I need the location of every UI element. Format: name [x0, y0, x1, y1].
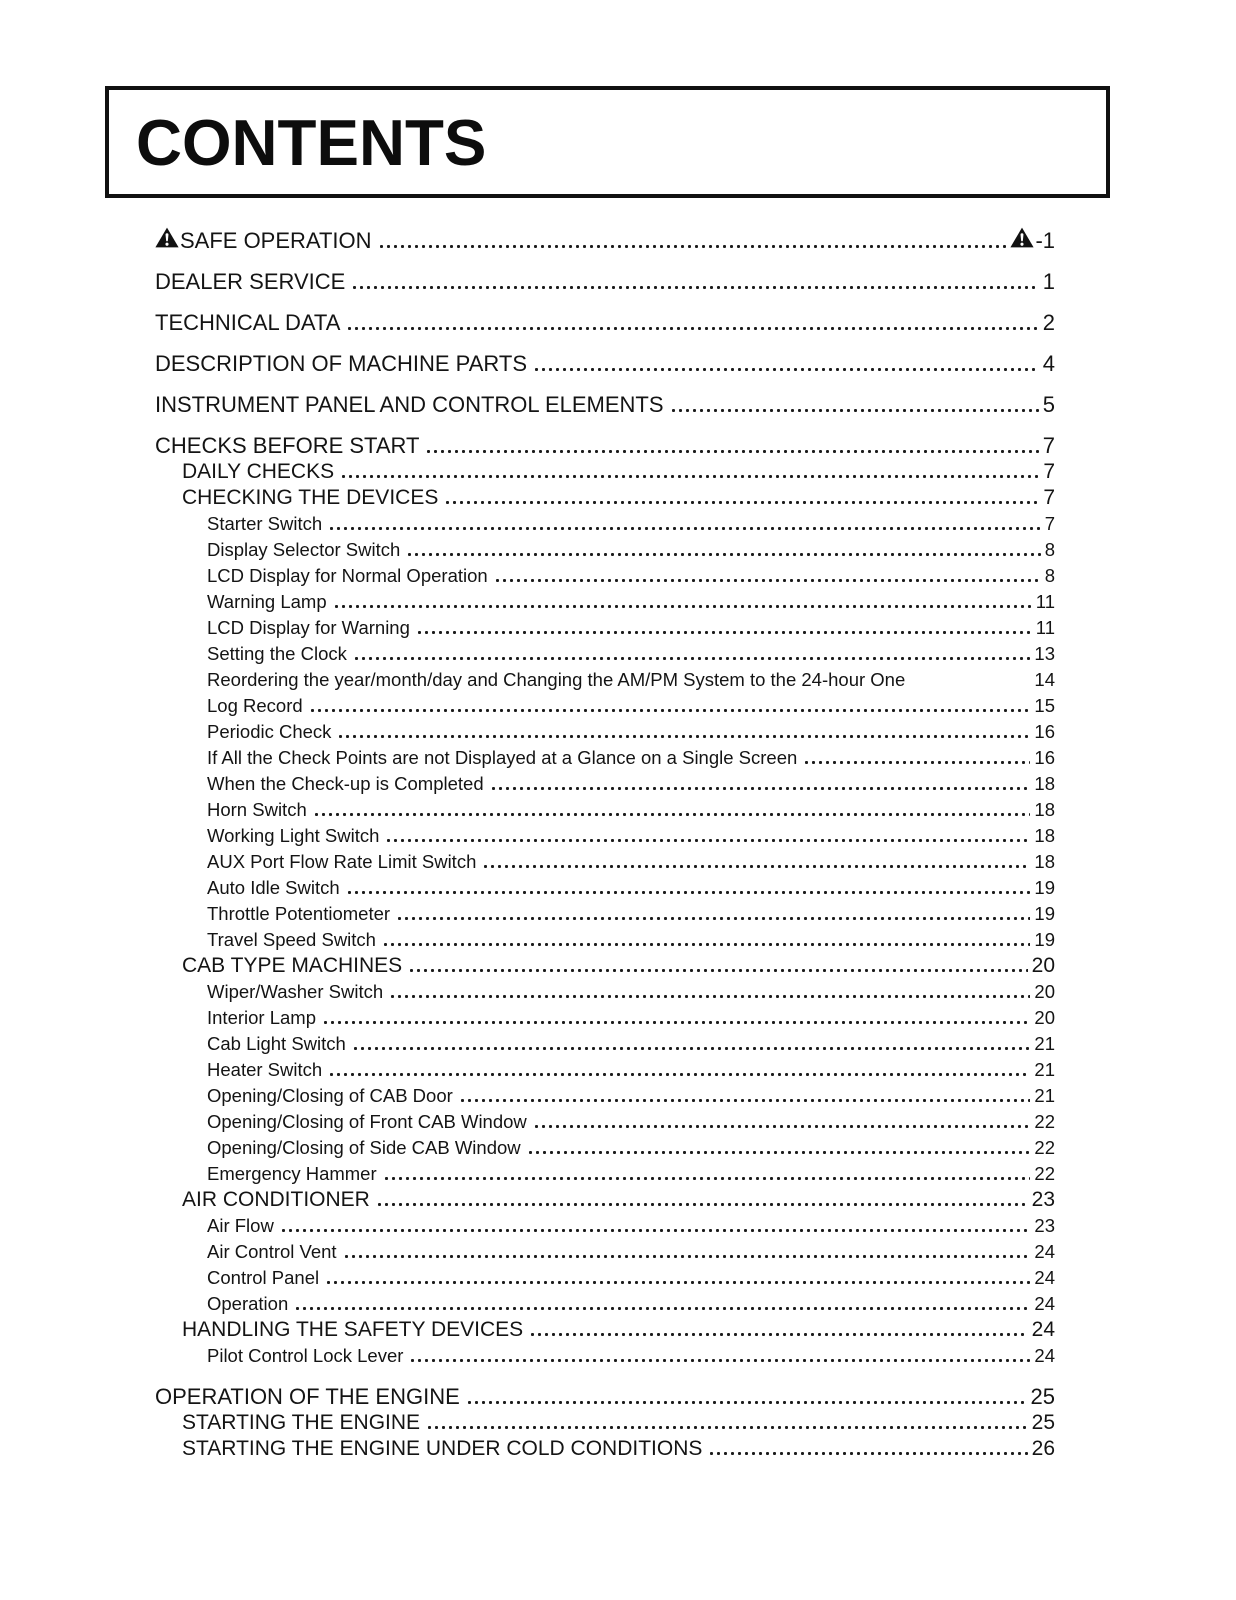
toc-entry	[155, 1265, 1055, 1291]
toc-entry-page-number: 5	[1042, 392, 1055, 417]
toc-entry-title	[207, 745, 797, 771]
toc-entry-label: Log Record	[207, 695, 303, 716]
toc-entry	[155, 310, 1055, 336]
toc-entry-page-number: 22	[1034, 1137, 1055, 1158]
toc-entry-title	[207, 589, 327, 615]
toc-entry	[155, 1291, 1055, 1317]
dot-leader	[352, 1047, 1031, 1050]
toc-entry-page	[1043, 310, 1055, 336]
toc-entry-title	[155, 1384, 460, 1410]
toc-entry-title	[207, 1343, 403, 1369]
toc-entry	[155, 537, 1055, 563]
toc-entry-page	[1031, 1384, 1055, 1410]
toc-entry-page	[1034, 1109, 1055, 1135]
toc-entry-label: DESCRIPTION OF MACHINE PARTS	[155, 351, 528, 376]
toc-entry-label: HANDLING THE SAFETY DEVICES	[182, 1318, 524, 1341]
toc-entry-page	[1034, 823, 1055, 849]
toc-entry-page-number: 25	[1030, 1384, 1055, 1409]
toc-entry-title	[182, 1317, 523, 1343]
toc-entry-page-number: 19	[1034, 877, 1055, 898]
toc-entry-title	[207, 1083, 453, 1109]
toc-entry-page	[1045, 537, 1055, 563]
dot-leader	[333, 605, 1032, 608]
toc-entry-title	[155, 392, 664, 418]
toc-entry-label: Operation	[207, 1293, 289, 1314]
toc-entry-label: STARTING THE ENGINE UNDER COLD CONDITIONS	[182, 1437, 703, 1460]
warning-icon	[1010, 227, 1034, 248]
toc-entry-page	[1034, 771, 1055, 797]
dot-leader	[533, 368, 1039, 371]
toc-entry-label: If All the Check Points are not Displayed at a Glance on a Single Screen	[207, 747, 798, 768]
toc-entry-page	[1032, 1436, 1055, 1462]
toc-entry-label: DEALER SERVICE	[155, 269, 346, 294]
toc-entry-label: Setting the Clock	[207, 643, 347, 664]
dot-leader	[322, 1021, 1030, 1024]
toc-entry-page	[1043, 269, 1055, 295]
toc-entry-title	[155, 351, 527, 377]
toc-entry-title	[207, 563, 488, 589]
toc-entry-page-number: 18	[1034, 851, 1055, 872]
toc-entry-page	[1034, 875, 1055, 901]
toc-entry-page	[1034, 1057, 1055, 1083]
toc-entry	[155, 392, 1055, 418]
toc-entry-page-number: 15	[1034, 695, 1055, 716]
toc-entry-title	[207, 875, 340, 901]
toc-entry-title	[182, 1410, 420, 1436]
toc-entry-label: LCD Display for Normal Operation	[207, 565, 488, 586]
toc-entry	[155, 745, 1055, 771]
dot-leader	[444, 501, 1039, 504]
toc-entry-label: Heater Switch	[207, 1059, 323, 1080]
toc-entry-page-number: 16	[1034, 721, 1055, 742]
dot-leader	[529, 1333, 1028, 1336]
toc-entry	[155, 1239, 1055, 1265]
toc-entry-page-number: 18	[1034, 799, 1055, 820]
toc-entry-page	[1034, 797, 1055, 823]
toc-entry-page-number: 20	[1034, 981, 1055, 1002]
toc-entry-title	[155, 227, 372, 254]
toc-entry-title	[155, 269, 345, 295]
toc-entry-label: TECHNICAL DATA	[155, 310, 341, 335]
toc-entry	[155, 1317, 1055, 1343]
toc-entry-title	[207, 641, 347, 667]
toc-entry	[155, 849, 1055, 875]
toc-entry-label: Display Selector Switch	[207, 539, 401, 560]
dot-leader	[406, 553, 1040, 556]
toc-entry-page	[1043, 433, 1055, 459]
toc-entry-page	[1034, 719, 1055, 745]
toc-entry-label: Opening/Closing of Front CAB Window	[207, 1111, 527, 1132]
toc-entry-title	[207, 615, 410, 641]
toc-entry	[155, 1109, 1055, 1135]
dot-leader	[466, 1401, 1027, 1404]
toc-entry-label: Opening/Closing of CAB Door	[207, 1085, 453, 1106]
dot-leader	[346, 327, 1038, 330]
toc-entry-page	[1036, 615, 1055, 641]
toc-entry-label: AIR CONDITIONER	[182, 1188, 370, 1211]
toc-entry-page-number: 7	[1042, 433, 1055, 458]
toc-entry-label: Air Control Vent	[207, 1241, 337, 1262]
toc-entry-page	[1034, 1135, 1055, 1161]
toc-entry-title	[207, 511, 322, 537]
toc-entry-page-number: 11	[1035, 617, 1055, 638]
toc-entry	[155, 485, 1055, 511]
dot-leader	[803, 761, 1030, 764]
toc-entry-title	[207, 667, 905, 693]
toc-entry-page-number: 21	[1034, 1059, 1055, 1080]
toc-entry	[155, 563, 1055, 589]
dot-leader	[482, 865, 1030, 868]
toc-entry-page-number: 19	[1034, 929, 1055, 950]
toc-entry-label: Horn Switch	[207, 799, 307, 820]
toc-entry-page	[1043, 459, 1055, 485]
toc-entry-page	[1034, 849, 1055, 875]
toc-entry-page-number: 22	[1034, 1163, 1055, 1184]
toc-list	[155, 212, 1055, 1462]
toc-entry-page-number: 11	[1035, 591, 1055, 612]
toc-entry-title	[207, 771, 484, 797]
dot-leader	[494, 579, 1041, 582]
toc-entry-page-number: 24	[1034, 1293, 1055, 1314]
dot-leader	[280, 1229, 1031, 1232]
toc-entry	[155, 797, 1055, 823]
toc-entry-title	[207, 1265, 319, 1291]
toc-entry	[155, 1083, 1055, 1109]
toc-entry-label: AUX Port Flow Rate Limit Switch	[207, 851, 477, 872]
dot-leader	[396, 917, 1030, 920]
toc-entry-label: Pilot Control Lock Lever	[207, 1345, 404, 1366]
toc-entry-title	[207, 927, 376, 953]
toc-entry-label: When the Check-up is Completed	[207, 773, 484, 794]
toc-entry-page	[1043, 485, 1055, 511]
toc-entry-title	[207, 1135, 521, 1161]
toc-entry-title	[207, 1213, 274, 1239]
toc-entry-page-number: 20	[1031, 954, 1055, 977]
dot-leader	[346, 891, 1031, 894]
toc-entry-page-number: 22	[1034, 1111, 1055, 1132]
toc-entry	[155, 589, 1055, 615]
toc-entry-page	[1034, 1083, 1055, 1109]
toc-entry-page-number: 20	[1034, 1007, 1055, 1028]
toc-entry-page-number: 18	[1034, 825, 1055, 846]
toc-entry-page	[1010, 227, 1055, 254]
toc-entry-label: Emergency Hammer	[207, 1163, 377, 1184]
toc-entry-page-number: 7	[1043, 486, 1055, 509]
toc-entry	[155, 1135, 1055, 1161]
toc-entry-page-number: 24	[1031, 1318, 1055, 1341]
toc-entry	[155, 615, 1055, 641]
toc-entry-title	[207, 719, 331, 745]
toc-entry-page	[1034, 1265, 1055, 1291]
toc-entry-page-number: 2	[1042, 310, 1055, 335]
toc-entry-title	[155, 433, 419, 459]
toc-entry	[155, 667, 1055, 693]
dot-leader	[459, 1099, 1031, 1102]
toc-entry-page	[1034, 693, 1055, 719]
toc-entry-page	[1034, 641, 1055, 667]
toc-entry	[155, 693, 1055, 719]
dot-leader	[409, 1359, 1030, 1362]
contents-header-box	[105, 86, 1110, 198]
toc-entry-title	[207, 1057, 322, 1083]
toc-entry	[155, 979, 1055, 1005]
toc-entry	[155, 719, 1055, 745]
toc-entry	[155, 351, 1055, 377]
toc-entry	[155, 771, 1055, 797]
toc-entry-title	[207, 1005, 316, 1031]
dot-leader	[378, 245, 1007, 248]
toc-entry-page	[1043, 351, 1055, 377]
toc-entry	[155, 1384, 1055, 1410]
dot-leader	[670, 409, 1039, 412]
toc-entry	[155, 1343, 1055, 1369]
toc-entry-title	[207, 1109, 527, 1135]
toc-entry-title	[207, 537, 400, 563]
toc-entry	[155, 927, 1055, 953]
toc-entry-title	[207, 1291, 288, 1317]
toc-entry-label: DAILY CHECKS	[182, 460, 335, 483]
dot-leader	[527, 1151, 1031, 1154]
toc-entry-page-number: 24	[1034, 1345, 1055, 1366]
toc-entry-label: Cab Light Switch	[207, 1033, 346, 1054]
toc-entry-title	[182, 459, 334, 485]
toc-entry-page	[1036, 589, 1055, 615]
toc-entry-page	[1034, 1291, 1055, 1317]
toc-entry	[155, 269, 1055, 295]
toc-entry-page-number: -1	[1035, 228, 1055, 253]
toc-entry	[155, 1161, 1055, 1187]
toc-entry-title	[207, 849, 476, 875]
toc-entry-page	[1032, 953, 1055, 979]
dot-leader	[351, 286, 1038, 289]
toc-entry-title	[207, 901, 390, 927]
toc-entry-page-number: 23	[1034, 1215, 1055, 1236]
toc-entry-page	[1034, 901, 1055, 927]
toc-entry-title	[207, 979, 383, 1005]
dot-leader	[313, 813, 1031, 816]
toc-entry	[155, 1057, 1055, 1083]
toc-entry-title	[182, 953, 402, 979]
toc-entry-page	[1034, 1031, 1055, 1057]
toc-entry-page-number: 7	[1043, 460, 1055, 483]
toc-entry	[155, 901, 1055, 927]
toc-entry-page-number: 8	[1044, 565, 1055, 586]
dot-leader	[911, 683, 1030, 686]
dot-leader	[382, 943, 1030, 946]
toc-entry-title	[207, 693, 303, 719]
dot-leader	[385, 839, 1030, 842]
toc-entry-label: Periodic Check	[207, 721, 332, 742]
dot-leader	[353, 657, 1031, 660]
toc-entry-page	[1032, 1317, 1055, 1343]
toc-entry-title	[207, 1239, 337, 1265]
toc-entry-page-number: 4	[1042, 351, 1055, 376]
page-title: CONTENTS	[136, 105, 487, 179]
toc-entry-label: Working Light Switch	[207, 825, 380, 846]
toc-entry	[155, 433, 1055, 459]
toc-entry	[155, 1213, 1055, 1239]
toc-entry-title	[207, 797, 307, 823]
toc-entry	[155, 1410, 1055, 1436]
toc-entry-page-number: 26	[1031, 1437, 1055, 1460]
toc-entry	[155, 459, 1055, 485]
toc-entry	[155, 1031, 1055, 1057]
toc-entry-page	[1034, 667, 1055, 693]
toc-entry-page-number: 25	[1031, 1411, 1055, 1434]
toc-entry-page-number: 18	[1034, 773, 1055, 794]
toc-entry-page-number: 19	[1034, 903, 1055, 924]
toc-entry-page-number: 21	[1034, 1033, 1055, 1054]
toc-entry-label: Interior Lamp	[207, 1007, 316, 1028]
toc-entry-title	[182, 1436, 702, 1462]
toc-entry	[155, 1187, 1055, 1213]
toc-entry	[155, 511, 1055, 537]
toc-entry-label: Reordering the year/month/day and Changing the AM/PM System to the 24-hour One	[207, 669, 906, 690]
toc-entry-page-number: 24	[1034, 1241, 1055, 1262]
toc-entry-label: Auto Idle Switch	[207, 877, 340, 898]
dot-leader	[408, 969, 1027, 972]
toc-entry-page	[1045, 511, 1055, 537]
toc-entry-label: Warning Lamp	[207, 591, 327, 612]
toc-entry-page	[1045, 563, 1055, 589]
dot-leader	[426, 1426, 1028, 1429]
toc-entry	[155, 641, 1055, 667]
toc-entry-page	[1034, 927, 1055, 953]
toc-entry-title	[207, 1031, 346, 1057]
toc-entry-label: Air Flow	[207, 1215, 274, 1236]
warning-icon	[155, 227, 179, 248]
dot-leader	[325, 1281, 1030, 1284]
toc-entry-label: CHECKS BEFORE START	[155, 433, 420, 458]
toc-entry-label: Travel Speed Switch	[207, 929, 376, 950]
toc-entry-label: SAFE OPERATION	[180, 228, 372, 253]
toc-entry-page-number: 21	[1034, 1085, 1055, 1106]
toc-entry-title	[182, 1187, 370, 1213]
toc-entry-label: CAB TYPE MACHINES	[182, 954, 403, 977]
toc-entry-page-number: 1	[1042, 269, 1055, 294]
toc-entry-page	[1034, 1213, 1055, 1239]
toc-entry-label: Opening/Closing of Side CAB Window	[207, 1137, 521, 1158]
toc-entry-label: Control Panel	[207, 1267, 320, 1288]
toc-entry-page	[1034, 1161, 1055, 1187]
toc-entry-title	[182, 485, 438, 511]
dot-leader	[340, 475, 1039, 478]
dot-leader	[328, 1073, 1030, 1076]
toc-entry	[155, 823, 1055, 849]
dot-leader	[376, 1203, 1028, 1206]
toc-entry-label: OPERATION OF THE ENGINE	[155, 1384, 460, 1409]
toc-entry-label: CHECKING THE DEVICES	[182, 486, 439, 509]
toc-entry-label: Wiper/Washer Switch	[207, 981, 384, 1002]
toc-entry-title	[207, 1161, 377, 1187]
toc-entry-page-number: 23	[1031, 1188, 1055, 1211]
dot-leader	[389, 995, 1030, 998]
toc-entry	[155, 1436, 1055, 1462]
toc-entry-page-number: 7	[1044, 513, 1055, 534]
dot-leader	[343, 1255, 1031, 1258]
toc-entry-page	[1034, 1005, 1055, 1031]
dot-leader	[309, 709, 1031, 712]
toc-entry-page	[1034, 979, 1055, 1005]
toc-entry-page-number: 8	[1044, 539, 1055, 560]
toc-entry-page	[1032, 1187, 1055, 1213]
toc-entry	[155, 875, 1055, 901]
toc-entry-page	[1034, 745, 1055, 771]
dot-leader	[383, 1177, 1031, 1180]
dot-leader	[416, 631, 1032, 634]
toc-entry-page	[1043, 392, 1055, 418]
toc-entry	[155, 227, 1055, 254]
toc-entry-label: STARTING THE ENGINE	[182, 1411, 421, 1434]
toc-entry	[155, 953, 1055, 979]
dot-leader	[328, 527, 1041, 530]
toc-entry-title	[155, 310, 340, 336]
dot-leader	[708, 1452, 1027, 1455]
dot-leader	[490, 787, 1031, 790]
toc-entry	[155, 1005, 1055, 1031]
toc-entry-page-number: 16	[1034, 747, 1055, 768]
toc-entry-page	[1032, 1410, 1055, 1436]
toc-entry-page-number: 24	[1034, 1267, 1055, 1288]
toc-entry-label: Starter Switch	[207, 513, 323, 534]
toc-entry-label: LCD Display for Warning	[207, 617, 410, 638]
toc-entry-label: INSTRUMENT PANEL AND CONTROL ELEMENTS	[155, 392, 664, 417]
toc-entry-page-number: 14	[1034, 669, 1055, 690]
dot-leader	[294, 1307, 1030, 1310]
toc-entry-page	[1034, 1239, 1055, 1265]
dot-leader	[337, 735, 1030, 738]
dot-leader	[425, 450, 1038, 453]
dot-leader	[533, 1125, 1031, 1128]
toc-entry-title	[207, 823, 379, 849]
toc-entry-page-number: 13	[1034, 643, 1055, 664]
toc-entry-label: Throttle Potentiometer	[207, 903, 391, 924]
toc-entry-page	[1034, 1343, 1055, 1369]
